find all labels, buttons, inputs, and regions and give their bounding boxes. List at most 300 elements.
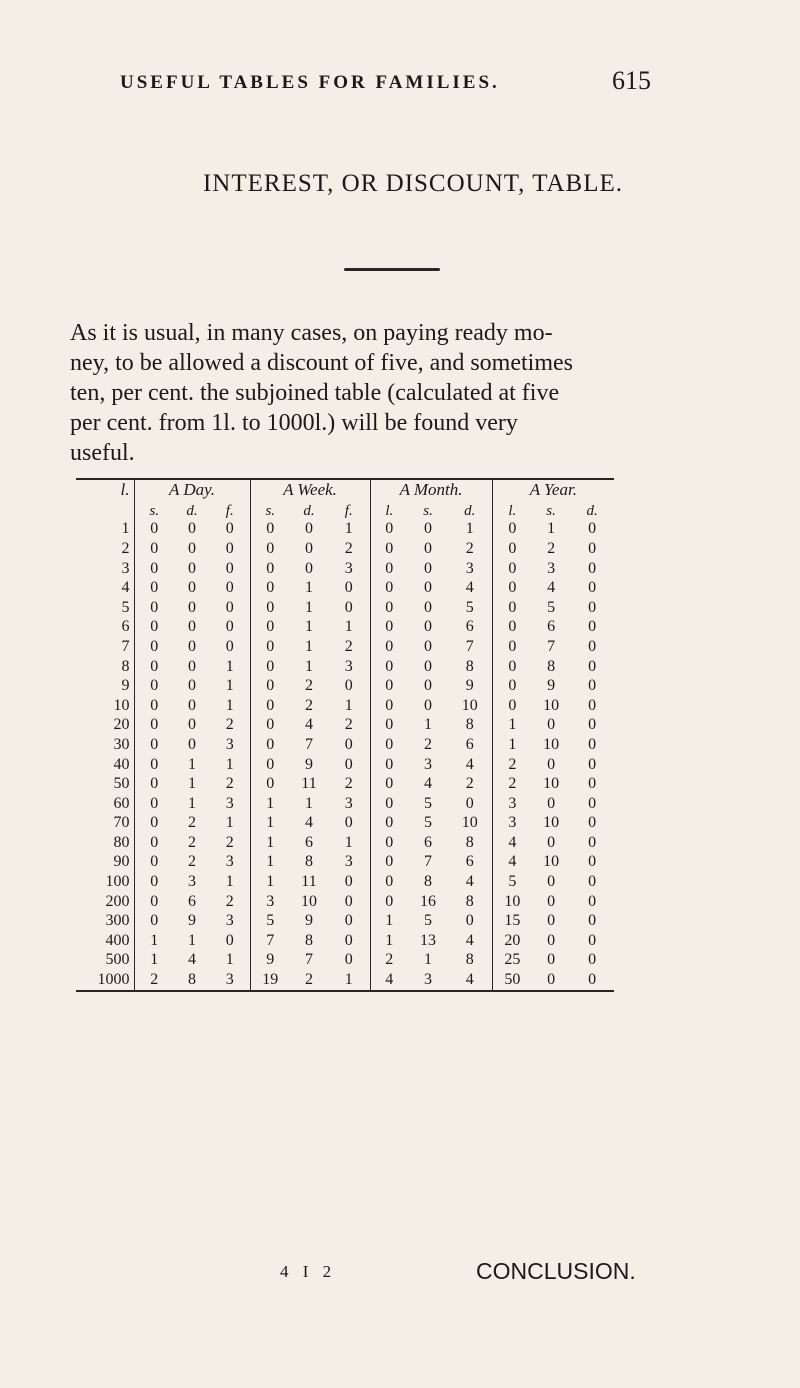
year-value-cell: 0	[588, 853, 597, 871]
group-header-row	[76, 480, 614, 500]
week-value-cell: 0	[250, 539, 290, 559]
week-value-cell: 0	[305, 559, 313, 577]
year-value-cell: 0	[532, 970, 570, 991]
unit-header: f.	[225, 502, 234, 519]
month-value-cell: 7	[465, 637, 474, 655]
day-value-cell: 0	[188, 696, 196, 714]
month-value-cell: 0	[370, 716, 408, 736]
day-value-cell: 0	[225, 579, 234, 597]
week-value-cell: 0	[344, 892, 353, 910]
year-value-cell: 0	[588, 833, 597, 851]
month-value-cell: 0	[370, 833, 408, 853]
week-value-cell: 3	[344, 559, 353, 577]
week-value-cell: 8	[305, 853, 313, 871]
month-value-cell: 16	[420, 892, 437, 910]
year-value-cell: 0	[588, 912, 597, 930]
day-value-cell: 1	[188, 931, 196, 949]
year-value-cell: 0	[588, 579, 597, 597]
year-value-cell: 0	[588, 637, 597, 655]
year-value-cell: 2	[492, 755, 532, 775]
week-value-cell: 0	[250, 696, 290, 716]
week-value-cell: 1	[250, 853, 290, 873]
year-value-cell: 10	[492, 892, 532, 912]
month-value-cell: 2	[465, 539, 474, 557]
month-value-cell: 0	[370, 696, 408, 716]
month-value-cell: 0	[370, 578, 408, 598]
day-value-cell: 3	[225, 794, 234, 812]
table-row	[76, 774, 614, 794]
week-value-cell: 1	[305, 637, 313, 655]
year-value-cell: 0	[588, 931, 597, 949]
unit-header: d.	[586, 502, 598, 519]
week-value-cell: 1	[328, 970, 370, 991]
principal-cell: 7	[121, 637, 130, 655]
unit-header: s.	[546, 502, 556, 519]
year-value-cell: 0	[492, 520, 532, 540]
principal-cell: 100	[105, 873, 130, 891]
month-value-cell: 3	[408, 970, 448, 991]
week-value-cell: 9	[305, 912, 313, 930]
day-value-cell: 0	[225, 637, 234, 655]
principal-cell: 6	[121, 618, 130, 636]
intro-line: As it is usual, in many cases, on paying ready mo-	[70, 320, 553, 346]
year-value-cell: 10	[543, 696, 560, 714]
day-value-cell: 0	[134, 559, 174, 579]
table-row	[76, 696, 614, 716]
year-value-cell: 25	[492, 951, 532, 971]
year-value-cell: 1	[492, 716, 532, 736]
day-value-cell: 3	[188, 873, 196, 891]
month-value-cell: 0	[370, 520, 408, 540]
year-value-cell: 0	[588, 677, 597, 695]
year-value-cell: 4	[547, 579, 556, 597]
month-value-cell: 0	[370, 618, 408, 638]
year-value-cell: 0	[492, 559, 532, 579]
month-value-cell: 1	[370, 911, 408, 931]
day-value-cell: 2	[188, 833, 196, 851]
month-value-cell: 0	[370, 657, 408, 677]
table-row	[76, 539, 614, 559]
month-value-cell: 4	[448, 970, 492, 991]
month-value-cell: 7	[424, 853, 433, 871]
week-value-cell: 0	[250, 676, 290, 696]
month-value-cell: 0	[370, 755, 408, 775]
week-value-cell: 0	[344, 735, 353, 753]
month-value-cell: 0	[370, 774, 408, 794]
week-value-cell: 0	[250, 735, 290, 755]
week-value-cell: 0	[250, 755, 290, 775]
principal-cell: 20	[113, 716, 130, 734]
table-row	[76, 892, 614, 912]
day-value-cell: 0	[188, 637, 196, 655]
principal-cell: 3	[121, 559, 130, 577]
week-value-cell: 2	[344, 539, 353, 557]
month-value-cell: 2	[370, 951, 408, 971]
day-value-cell: 0	[188, 579, 196, 597]
table-row	[76, 911, 614, 931]
month-value-cell: 10	[461, 696, 478, 714]
year-value-cell: 0	[492, 618, 532, 638]
week-value-cell: 1	[344, 520, 353, 538]
table-row	[76, 853, 614, 873]
principal-cell: 1	[121, 520, 130, 538]
year-value-cell: 0	[547, 873, 556, 891]
week-value-cell: 19	[250, 970, 290, 991]
month-value-cell: 4	[465, 931, 474, 949]
day-value-cell: 1	[134, 931, 174, 951]
year-value-cell: 0	[492, 657, 532, 677]
month-value-cell: 13	[420, 931, 437, 949]
unit-header: l.	[492, 500, 532, 520]
month-value-cell: 0	[465, 912, 474, 930]
month-value-cell: 0	[424, 618, 433, 636]
month-value-cell: 5	[424, 814, 433, 832]
week-value-cell: 0	[344, 951, 353, 969]
year-value-cell: 3	[492, 794, 532, 814]
principal-cell: 40	[113, 755, 130, 773]
day-value-cell: 0	[188, 657, 196, 675]
principal-cell: 1000	[76, 970, 134, 991]
week-value-cell: 1	[305, 618, 313, 636]
day-value-cell: 2	[188, 814, 196, 832]
day-value-cell: 1	[188, 794, 196, 812]
principal-cell: 2	[121, 539, 130, 557]
day-value-cell: 1	[225, 696, 234, 714]
principal-cell: 5	[121, 598, 130, 616]
week-value-cell: 2	[305, 696, 313, 714]
year-value-cell: 20	[492, 931, 532, 951]
week-value-cell: 11	[301, 775, 317, 793]
day-value-cell: 0	[134, 657, 174, 677]
year-value-cell: 5	[547, 598, 556, 616]
month-value-cell: 0	[424, 579, 433, 597]
year-value-cell: 0	[588, 873, 597, 891]
year-value-cell: 0	[492, 598, 532, 618]
year-value-cell: 0	[588, 598, 597, 616]
week-value-cell: 0	[344, 579, 353, 597]
week-value-cell: 0	[250, 618, 290, 638]
day-value-cell: 1	[225, 814, 234, 832]
month-value-cell: 4	[465, 579, 474, 597]
day-value-cell: 2	[225, 716, 234, 734]
day-value-cell: 0	[188, 539, 196, 557]
month-value-cell: 10	[461, 814, 478, 832]
day-value-cell: 0	[134, 578, 174, 598]
year-value-cell: 0	[547, 794, 556, 812]
month-value-cell: 4	[370, 970, 408, 991]
year-value-cell: 0	[547, 892, 556, 910]
day-value-cell: 1	[225, 951, 234, 969]
running-head: USEFUL TABLES FOR FAMILIES.	[120, 72, 500, 93]
col-header-principal: l.	[120, 480, 130, 499]
day-value-cell: 0	[134, 618, 174, 638]
month-value-cell: 1	[370, 931, 408, 951]
month-value-cell: 5	[424, 912, 433, 930]
year-value-cell: 1	[492, 735, 532, 755]
week-value-cell: 11	[301, 873, 317, 891]
month-value-cell: 0	[370, 892, 408, 912]
unit-header: l.	[370, 500, 408, 520]
week-value-cell: 1	[250, 814, 290, 834]
day-value-cell: 0	[188, 618, 196, 636]
year-value-cell: 0	[492, 696, 532, 716]
month-value-cell: 0	[370, 676, 408, 696]
month-value-cell: 0	[370, 598, 408, 618]
day-value-cell: 0	[134, 637, 174, 657]
unit-header: s.	[134, 500, 174, 520]
week-value-cell: 1	[344, 833, 353, 851]
day-value-cell: 0	[134, 696, 174, 716]
month-value-cell: 0	[370, 853, 408, 873]
week-value-cell: 1	[305, 794, 313, 812]
month-value-cell: 1	[465, 520, 474, 538]
year-value-cell: 15	[492, 911, 532, 931]
year-value-cell: 6	[547, 618, 556, 636]
year-value-cell: 0	[588, 794, 597, 812]
month-value-cell: 0	[424, 637, 433, 655]
year-value-cell: 0	[588, 951, 597, 969]
year-value-cell: 0	[570, 970, 614, 991]
intro-line: ney, to be allowed a discount of five, and sometimes	[70, 350, 573, 376]
table-row	[76, 735, 614, 755]
principal-cell: 50	[113, 775, 130, 793]
principal-cell: 9	[121, 677, 130, 695]
year-value-cell: 10	[543, 775, 560, 793]
month-value-cell: 1	[424, 951, 433, 969]
month-value-cell: 0	[370, 735, 408, 755]
year-value-cell: 0	[492, 578, 532, 598]
table-row	[76, 618, 614, 638]
month-value-cell: 4	[465, 873, 474, 891]
unit-header: s.	[250, 500, 290, 520]
year-value-cell: 4	[492, 853, 532, 873]
unit-header: d.	[464, 502, 476, 519]
month-value-cell: 8	[465, 951, 474, 969]
year-value-cell: 1	[547, 520, 556, 538]
principal-cell: 400	[105, 931, 130, 949]
week-value-cell: 1	[344, 696, 353, 714]
day-value-cell: 0	[134, 755, 174, 775]
month-value-cell: 0	[424, 520, 433, 538]
day-value-cell: 1	[188, 775, 196, 793]
day-value-cell: 0	[134, 872, 174, 892]
week-value-cell: 2	[344, 637, 353, 655]
day-value-cell: 0	[134, 716, 174, 736]
year-value-cell: 0	[588, 520, 597, 538]
table-row	[76, 598, 614, 618]
month-value-cell: 5	[424, 794, 433, 812]
week-value-cell: 0	[344, 873, 353, 891]
signature-mark: 4 I 2	[280, 1262, 337, 1281]
week-value-cell: 0	[250, 520, 290, 540]
day-value-cell: 0	[134, 892, 174, 912]
table-row	[76, 676, 614, 696]
principal-cell: 4	[121, 579, 130, 597]
year-value-cell: 0	[588, 735, 597, 753]
year-value-cell: 0	[588, 539, 597, 557]
month-value-cell: 0	[424, 677, 433, 695]
day-value-cell: 0	[134, 853, 174, 873]
week-value-cell: 2	[344, 716, 353, 734]
month-value-cell: 8	[465, 833, 474, 851]
week-value-cell: 0	[344, 755, 353, 773]
week-value-cell: 7	[305, 735, 313, 753]
day-value-cell: 3	[225, 853, 234, 871]
month-value-cell: 4	[465, 755, 474, 773]
week-value-cell: 3	[344, 657, 353, 675]
month-value-cell: 8	[424, 873, 433, 891]
day-value-cell: 0	[225, 559, 234, 577]
week-value-cell: 1	[305, 657, 313, 675]
intro-line: ten, per cent. the subjoined table (calculated at five	[70, 380, 560, 406]
day-value-cell: 0	[188, 735, 196, 753]
day-value-cell: 0	[225, 520, 234, 538]
day-value-cell: 1	[225, 677, 234, 695]
unit-header: f.	[344, 502, 353, 519]
week-value-cell: 3	[250, 892, 290, 912]
table-row	[76, 716, 614, 736]
week-value-cell: 8	[305, 931, 313, 949]
day-value-cell: 0	[134, 735, 174, 755]
month-value-cell: 0	[424, 696, 433, 714]
day-value-cell: 0	[134, 598, 174, 618]
month-value-cell: 6	[424, 833, 433, 851]
week-value-cell: 1	[305, 598, 313, 616]
intro-line: per cent. from 1l. to 1000l.) will be found very	[70, 410, 518, 436]
day-value-cell: 0	[134, 676, 174, 696]
year-value-cell: 0	[588, 814, 597, 832]
year-value-cell: 0	[588, 716, 597, 734]
year-value-cell: 0	[588, 696, 597, 714]
year-value-cell: 0	[492, 676, 532, 696]
col-header-day: A Day.	[134, 480, 250, 500]
table-row	[76, 559, 614, 579]
month-value-cell: 0	[370, 637, 408, 657]
day-value-cell: 0	[225, 931, 234, 949]
day-value-cell: 0	[225, 539, 234, 557]
year-value-cell: 10	[543, 814, 560, 832]
week-value-cell: 9	[305, 755, 313, 773]
day-value-cell: 6	[188, 892, 196, 910]
day-value-cell: 0	[134, 911, 174, 931]
title-rule	[344, 268, 440, 271]
table-row	[76, 578, 614, 598]
interest-table-wrapper	[76, 478, 732, 992]
year-value-cell: 8	[547, 657, 556, 675]
week-value-cell: 0	[344, 814, 353, 832]
month-value-cell: 6	[465, 618, 474, 636]
year-value-cell: 0	[547, 951, 556, 969]
week-value-cell: 10	[301, 892, 317, 910]
month-value-cell: 0	[424, 657, 433, 675]
principal-cell: 30	[113, 735, 130, 753]
unit-header-blank	[76, 500, 134, 520]
week-value-cell: 2	[305, 677, 313, 695]
principal-cell: 60	[113, 794, 130, 812]
month-value-cell: 2	[465, 775, 474, 793]
day-value-cell: 0	[188, 677, 196, 695]
page-title: INTEREST, OR DISCOUNT, TABLE.	[202, 170, 624, 197]
year-value-cell: 0	[547, 931, 556, 949]
year-value-cell: 2	[547, 539, 556, 557]
month-value-cell: 5	[465, 598, 474, 616]
day-value-cell: 0	[134, 814, 174, 834]
week-value-cell: 0	[250, 559, 290, 579]
week-value-cell: 1	[250, 872, 290, 892]
day-value-cell: 1	[225, 755, 234, 773]
day-value-cell: 0	[134, 774, 174, 794]
day-value-cell: 2	[225, 833, 234, 851]
day-value-cell: 0	[225, 598, 234, 616]
principal-cell: 80	[113, 833, 130, 851]
day-value-cell: 3	[225, 912, 234, 930]
day-value-cell: 1	[134, 951, 174, 971]
table-row	[76, 951, 614, 971]
principal-cell: 70	[113, 814, 130, 832]
month-value-cell: 6	[465, 853, 474, 871]
day-value-cell: 2	[225, 775, 234, 793]
month-value-cell: 0	[370, 872, 408, 892]
table-row	[76, 833, 614, 853]
week-value-cell: 0	[344, 677, 353, 695]
week-value-cell: 9	[250, 951, 290, 971]
year-value-cell: 0	[588, 618, 597, 636]
month-value-cell: 4	[424, 775, 433, 793]
month-value-cell: 6	[465, 735, 474, 753]
day-value-cell: 0	[134, 833, 174, 853]
intro-paragraph	[70, 318, 735, 468]
week-value-cell: 5	[250, 911, 290, 931]
table-row	[76, 931, 614, 951]
year-value-cell: 0	[492, 539, 532, 559]
month-value-cell: 0	[424, 539, 433, 557]
week-value-cell: 3	[344, 853, 353, 871]
table-row	[76, 637, 614, 657]
day-value-cell: 2	[225, 892, 234, 910]
year-value-cell: 5	[492, 872, 532, 892]
catchword: CONCLUSION.	[476, 1258, 636, 1284]
month-value-cell: 1	[424, 716, 433, 734]
unit-header: s.	[423, 502, 433, 519]
table-row	[76, 755, 614, 775]
unit-header: d.	[303, 502, 315, 519]
month-value-cell: 0	[370, 814, 408, 834]
year-value-cell: 0	[588, 559, 597, 577]
principal-cell: 500	[105, 951, 130, 969]
day-value-cell: 1	[225, 657, 234, 675]
interest-table	[76, 480, 614, 992]
principal-cell: 300	[105, 912, 130, 930]
principal-cell: 90	[113, 853, 130, 871]
day-value-cell: 0	[134, 539, 174, 559]
intro-line: useful.	[70, 440, 135, 466]
day-value-cell: 0	[188, 559, 196, 577]
principal-cell: 200	[105, 892, 130, 910]
week-value-cell: 6	[305, 833, 313, 851]
col-header-year: A Year.	[492, 480, 614, 500]
table-row	[76, 814, 614, 834]
week-value-cell: 0	[305, 520, 313, 538]
day-value-cell: 2	[134, 970, 174, 991]
week-value-cell: 0	[250, 657, 290, 677]
day-value-cell: 8	[174, 970, 210, 991]
principal-cell: 10	[113, 696, 130, 714]
day-value-cell: 0	[188, 520, 196, 538]
week-value-cell: 1	[305, 579, 313, 597]
table-row	[76, 872, 614, 892]
year-value-cell: 7	[547, 637, 556, 655]
day-value-cell: 0	[134, 794, 174, 814]
